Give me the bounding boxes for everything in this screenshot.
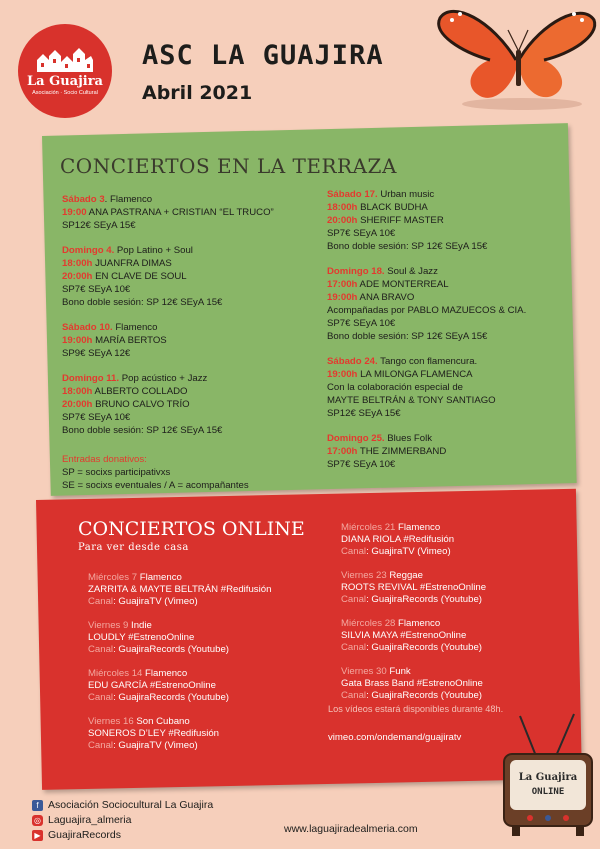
online-genre: Flamenco	[142, 668, 188, 679]
facebook-icon: f	[32, 800, 43, 811]
event-artist: BRUNO CALVO TRÍO	[92, 399, 190, 410]
event-day: Domingo 4.	[62, 245, 115, 256]
online-genre: Indie	[128, 620, 152, 631]
online-date: Viernes 23	[341, 570, 387, 581]
page-subtitle: Abril 2021	[142, 82, 253, 104]
online-title: CONCIERTOS ONLINE	[78, 518, 305, 540]
online-date: Viernes 16	[88, 716, 134, 727]
facebook-label: Asociación Sociocultural La Guajira	[48, 799, 214, 811]
online-artist: SILVIA MAYA #EstrenoOnline	[341, 630, 467, 641]
online-content	[36, 512, 576, 802]
online-canal-label: Canal	[341, 642, 367, 653]
tv-line1: La Guajira	[518, 772, 578, 783]
event-item	[327, 188, 562, 253]
logo	[18, 24, 112, 118]
houses-icon	[35, 46, 95, 72]
online-genre: Son Cubano	[133, 716, 190, 727]
online-artist: DIANA RIOLA #Redifusión	[341, 534, 455, 545]
online-event	[341, 666, 571, 702]
online-genre: Flamenco	[395, 618, 441, 629]
terraza-right-column	[327, 188, 562, 483]
event-time: 19:00h	[327, 292, 358, 303]
event-genre: Pop acústico + Jazz	[119, 373, 208, 384]
website-link[interactable]: www.laguajiradealmeria.com	[284, 823, 418, 835]
instagram-label: Laguajira_almeria	[48, 814, 132, 826]
event-artist: ALBERTO COLLADO	[92, 386, 188, 397]
event-day: Sábado 17.	[327, 189, 378, 200]
event-time: 19:00	[62, 207, 87, 218]
online-channel: : GuajiraRecords (Youtube)	[366, 594, 482, 605]
online-canal-label: Canal	[341, 594, 367, 605]
online-event	[88, 668, 338, 704]
online-event	[341, 618, 571, 654]
event-time: 17:00h	[327, 446, 358, 457]
tv-line2: ONLINE	[531, 787, 565, 797]
event-time: 19:00h	[327, 369, 358, 380]
event-time: 20:00h	[62, 399, 93, 410]
event-bono: Bono doble sesión: SP 12€ SEyA 15€	[62, 297, 223, 308]
online-event	[341, 570, 571, 606]
online-subtitle: Para ver desde casa	[78, 542, 189, 553]
event-artist: MARÍA BERTOS	[92, 335, 167, 346]
event-price: SP12€ SEyA 15€	[62, 220, 136, 231]
event-artist: BLACK BUDHA	[357, 202, 428, 213]
online-channel: : GuajiraRecords (Youtube)	[366, 642, 482, 653]
online-event	[88, 716, 338, 752]
event-time: 19:00h	[62, 335, 93, 346]
event-artist: EN CLAVE DE SOUL	[92, 271, 187, 282]
event-day: Sábado 3	[62, 194, 105, 205]
terraza-title: CONCIERTOS EN LA TERRAZA	[60, 154, 397, 178]
event-time: 17:00h	[327, 279, 358, 290]
event-item	[327, 432, 562, 471]
online-channel: : GuajiraRecords (Youtube)	[366, 690, 482, 701]
online-genre: Flamenco	[137, 572, 182, 583]
event-note: Acompañadas por PABLO MAZUECOS & CIA.	[327, 305, 527, 316]
event-genre: Pop Latino + Soul	[114, 245, 193, 256]
event-day: Sábado 24.	[327, 356, 378, 367]
event-bono: Bono doble sesión: SP 12€ SEyA 15€	[62, 425, 223, 436]
event-artist: LA MILONGA FLAMENCA	[357, 369, 473, 380]
event-price: SP7€ SEyA 10€	[62, 412, 131, 423]
tv-icon	[500, 712, 596, 840]
event-genre: Blues Folk	[384, 433, 433, 444]
online-date: Viernes 9	[88, 620, 129, 631]
online-canal-label: Canal	[88, 644, 114, 655]
event-artist: SHERIFF MASTER	[357, 215, 444, 226]
event-artist: ANA PASTRANA + CRISTIAN “EL TRUCO”	[86, 207, 274, 218]
event-time: 18:00h	[62, 258, 93, 269]
event-day: Domingo 11.	[62, 373, 120, 384]
online-channel: : GuajiraRecords (Youtube)	[113, 644, 229, 655]
online-canal-label: Canal	[341, 546, 367, 557]
instagram-icon: ◎	[32, 815, 43, 826]
event-time: 20:00h	[327, 215, 358, 226]
online-event	[88, 620, 338, 656]
event-time: 18:00h	[62, 386, 93, 397]
youtube-label: GuajiraRecords	[48, 829, 121, 841]
legend-title: Entradas donativos:	[62, 454, 147, 465]
social-links	[32, 798, 213, 843]
online-canal-label: Canal	[88, 740, 114, 751]
online-date: Miércoles 7	[88, 572, 138, 583]
event-genre: Tango con flamencura.	[377, 356, 478, 367]
youtube-icon: ▶	[32, 830, 43, 841]
event-item	[62, 372, 332, 437]
event-price: SP9€ SEyA 12€	[62, 348, 131, 359]
facebook-link[interactable]	[32, 798, 213, 813]
logo-subtitle: Asociación · Socio Cultural	[32, 90, 98, 96]
terraza-content	[42, 148, 562, 498]
event-note: MAYTE BELTRÁN & TONY SANTIAGO	[327, 395, 496, 406]
event-artist: ADE MONTERREAL	[357, 279, 449, 290]
online-artist: EDU GARCÍA #EstrenoOnline	[88, 680, 216, 691]
instagram-link[interactable]	[32, 813, 213, 828]
event-day: Sábado 10.	[62, 322, 113, 333]
online-channel: : GuajiraRecords (Youtube)	[113, 692, 229, 703]
event-genre: Urban music	[377, 189, 435, 200]
event-time: 18:00h	[327, 202, 358, 213]
ticket-legend	[62, 453, 249, 492]
event-price: SP7€ SEyA 10€	[327, 459, 396, 470]
legend-se: SE = socixs eventuales / A = acompañantes	[62, 480, 249, 491]
online-artist: ZARRITA & MAYTE BELTRÁN #Redifusión	[88, 584, 272, 595]
online-canal-label: Canal	[88, 692, 114, 703]
event-item	[62, 321, 332, 360]
online-channel: : GuajiraTV (Vimeo)	[366, 546, 451, 557]
event-item	[327, 355, 562, 420]
online-right-column	[341, 522, 571, 714]
online-date: Miércoles 28	[341, 618, 396, 629]
online-date: Viernes 30	[341, 666, 387, 677]
online-genre: Flamenco	[395, 522, 441, 533]
online-date: Miércoles 21	[341, 522, 396, 533]
event-time: 20:00h	[62, 271, 93, 282]
event-note: Con la colaboración especial de	[327, 382, 463, 393]
online-event	[88, 572, 338, 608]
online-artist: SONEROS D’LEY #Redifusión	[88, 728, 219, 739]
terraza-left-column	[62, 193, 332, 449]
event-artist: THE ZIMMERBAND	[357, 446, 447, 457]
event-price: SP7€ SEyA 10€	[327, 228, 396, 239]
event-genre: . Flamenco	[104, 194, 153, 205]
online-date: Miércoles 14	[88, 668, 143, 679]
availability-note: Los vídeos estará disponibles durante 48h.	[328, 704, 504, 714]
online-channel: : GuajiraTV (Vimeo)	[113, 740, 198, 751]
online-artist: ROOTS REVIVAL #EstrenoOnline	[341, 582, 487, 593]
vimeo-link[interactable]: vimeo.com/ondemand/guajiratv	[328, 732, 462, 743]
logo-name: La Guajira	[27, 74, 103, 89]
butterfly-icon	[432, 0, 600, 112]
youtube-link[interactable]	[32, 828, 213, 843]
event-bono: Bono doble sesión: SP 12€ SEyA 15€	[327, 331, 488, 342]
event-item	[327, 265, 562, 343]
event-artist: ANA BRAVO	[357, 292, 415, 303]
legend-sp: SP = socixs participativxs	[62, 467, 171, 478]
online-artist: Gata Brass Band #EstrenoOnline	[341, 678, 483, 689]
event-price: SP7€ SEyA 10€	[327, 318, 396, 329]
event-day: Domingo 18.	[327, 266, 385, 277]
event-item	[62, 244, 332, 309]
event-price: SP12€ SEyA 15€	[327, 408, 401, 419]
event-bono: Bono doble sesión: SP 12€ SEyA 15€	[327, 241, 488, 252]
online-artist: LOUDLY #EstrenoOnline	[88, 632, 195, 643]
event-day: Domingo 25.	[327, 433, 385, 444]
page-title: ASC LA GUAJIRA	[142, 40, 384, 71]
event-price: SP7€ SEyA 10€	[62, 284, 131, 295]
online-genre: Reggae	[386, 570, 423, 581]
online-genre: Funk	[386, 666, 411, 677]
event-genre: Soul & Jazz	[384, 266, 438, 277]
event-item	[62, 193, 332, 232]
online-event	[341, 522, 571, 558]
online-channel: : GuajiraTV (Vimeo)	[113, 596, 198, 607]
online-canal-label: Canal	[88, 596, 114, 607]
event-genre: Flamenco	[112, 322, 158, 333]
online-canal-label: Canal	[341, 690, 367, 701]
online-left-column	[88, 572, 338, 764]
event-artist: JUANFRA DIMAS	[92, 258, 172, 269]
